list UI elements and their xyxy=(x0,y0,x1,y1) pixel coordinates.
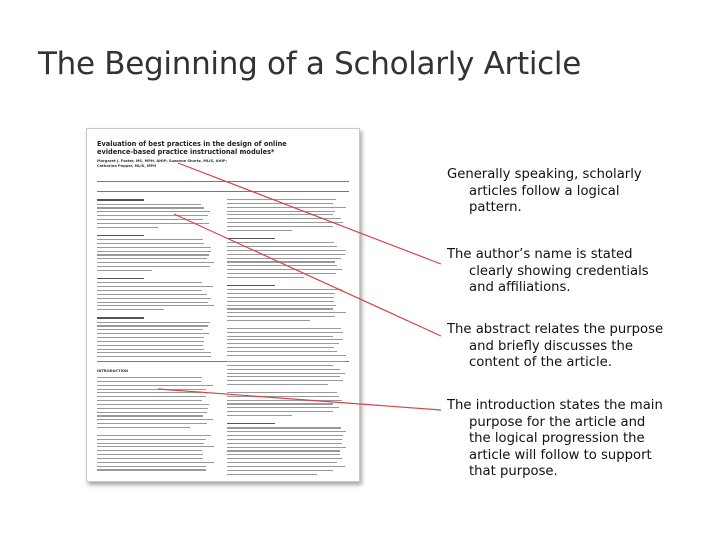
callout-first-line: The author’s name is stated xyxy=(447,247,633,262)
callout-line: pattern. xyxy=(469,200,522,215)
callout-line: articles follow a logical xyxy=(469,183,620,199)
callout-line: content of the article. xyxy=(469,355,612,370)
article-title-line-1: Evaluation of best practices in the design of online xyxy=(97,140,287,148)
callout-line: and briefly discusses the xyxy=(469,338,633,354)
article-title-line-2: evidence-based practice instructional modules* xyxy=(97,147,275,156)
callout-line: clearly showing credentials xyxy=(469,263,649,279)
callout-line: article will follow to support xyxy=(469,447,652,463)
slide-title: The Beginning of a Scholarly Article xyxy=(38,46,581,82)
arrow-to-introduction xyxy=(158,389,441,410)
callout-first-line: Generally speaking, scholarly xyxy=(447,167,642,182)
callout-line: and affiliations. xyxy=(469,280,571,295)
callout-line: that purpose. xyxy=(469,464,558,479)
callout-first-line: The abstract relates the purpose xyxy=(447,322,664,337)
callout-line: purpose for the article and xyxy=(469,414,646,430)
article-authors-line-2: Catharine Pepper, MLIS, MPH xyxy=(97,163,157,168)
callout-line: the logical progression the xyxy=(469,431,645,446)
introduction-heading: INTRODUCTION xyxy=(97,369,129,373)
article-authors-line-1: Margaret J. Foster, MS, MPH, AHIP; Suzanne Shurtz, MLIS, AHIP; xyxy=(97,159,227,163)
arrow-to-abstract xyxy=(174,214,441,336)
callout-first-line: The introduction states the main xyxy=(447,398,663,413)
arrow-to-author-name xyxy=(178,163,441,264)
